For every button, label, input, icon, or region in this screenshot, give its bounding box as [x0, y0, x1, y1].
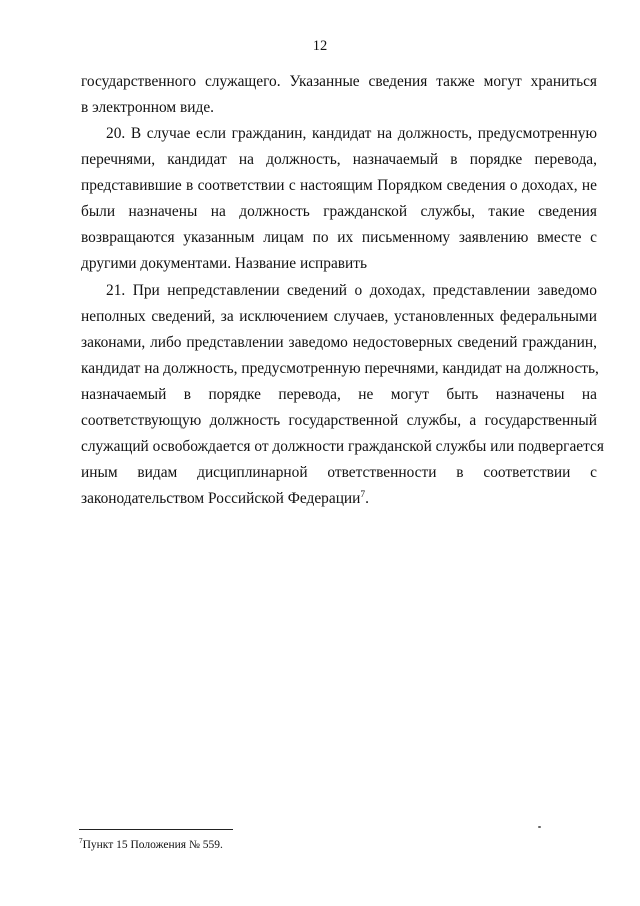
text-line: служащий освобождается от должности гражданской службы или подвергается	[81, 438, 604, 455]
text-line: назначаемый в порядке перевода, не могут быть назначены на	[81, 386, 597, 403]
text-line: в электронном виде.	[81, 99, 215, 116]
text-line: были назначены на должность гражданской службы, такие сведения	[81, 203, 597, 220]
footnote-reference: 7	[360, 488, 366, 500]
text-line: неполных сведений, за исключением случаев, установленных федеральными	[81, 308, 597, 325]
last-line-text: законодательством Российской Федерации	[81, 490, 361, 507]
text-line: 20. В случае если гражданин, кандидат на должность, предусмотренную	[106, 125, 597, 142]
page-number: 12	[312, 38, 328, 54]
footnote-marker: 7	[79, 837, 83, 846]
text-line: 21. При непредставлении сведений о доходах, представлении заведомо	[106, 282, 597, 299]
footnote-separator	[79, 829, 233, 830]
last-line-period: .	[365, 490, 370, 507]
text-line: возвращаются указанным лицам по их письменному заявлению вместе с	[81, 229, 597, 246]
text-line: другими документами. Название исправить	[81, 255, 368, 272]
text-line: законами, либо представлении заведомо недостоверных сведений гражданин,	[81, 334, 597, 351]
footnote	[79, 838, 223, 852]
text-line: представившие в соответствии с настоящим Порядком сведения о доходах, не	[81, 177, 597, 194]
text-line: кандидат на должность, предусмотренную перечнями, кандидат на должность,	[81, 360, 599, 377]
text-line: перечнями, кандидат на должность, назначаемый в порядке перевода,	[81, 151, 597, 168]
text-line: соответствующую должность государственной службы, а государственный	[81, 412, 597, 429]
text-line: государственного служащего. Указанные сведения также могут храниться	[81, 73, 597, 90]
text-line: иным видам дисциплинарной ответственности в соответствии с	[81, 464, 597, 481]
text-line-last	[81, 489, 597, 509]
scan-speck	[538, 826, 541, 828]
footnote-text: Пункт 15 Положения № 559.	[82, 839, 223, 851]
